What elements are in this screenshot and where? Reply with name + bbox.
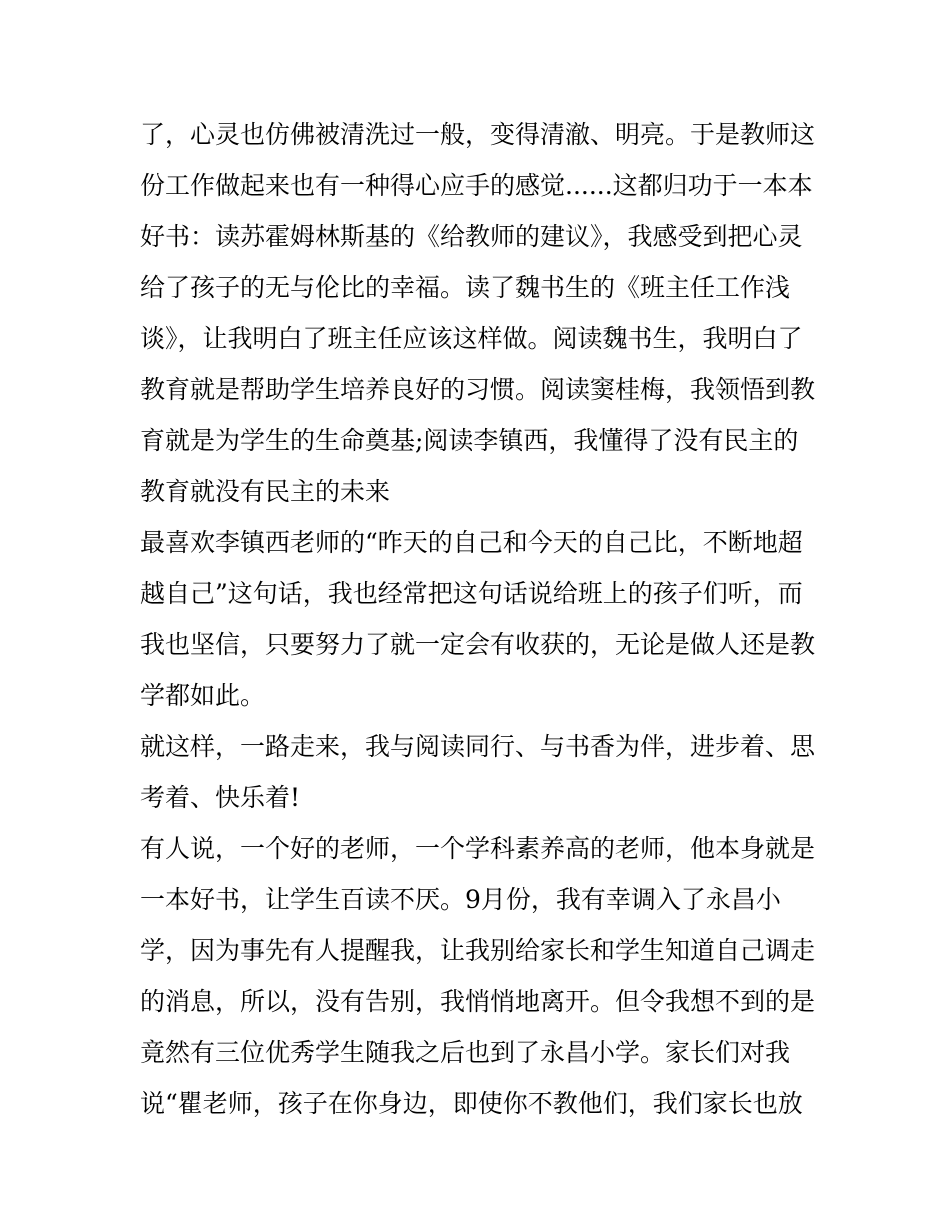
text-line: 一本好书，让学生百读不厌。9月份，我有幸调入了永昌小 [140, 885, 781, 914]
text-line: 了，心灵也仿佛被清洗过一般，变得清澈、明亮。于是教师这 [140, 120, 816, 149]
text-line: 学都如此。 [140, 681, 266, 710]
text-line: 有人说，一个好的老师，一个学科素养高的老师，他本身就是 [140, 834, 816, 863]
text-line: 考着、快乐着! [140, 783, 301, 812]
text-line: 教育就没有民主的未来 [140, 477, 391, 506]
text-line: 竟然有三位优秀学生随我之后也到了永昌小学。家长们对我 [140, 1038, 791, 1067]
document-body [140, 109, 820, 1129]
text-line: 越自己”这句话，我也经常把这句话说给班上的孩子们听，而 [140, 579, 803, 608]
text-line: 就这样，一路走来，我与阅读同行、与书香为伴，进步着、思 [140, 732, 816, 761]
text-line: 份工作做起来也有一种得心应手的感觉......这都归功于一本本 [140, 171, 813, 200]
text-line: 的消息，所以，没有告别，我悄悄地离开。但令我想不到的是 [140, 987, 816, 1016]
text-line: 谈》，让我明白了班主任应该这样做。阅读魏书生，我明白了 [140, 324, 803, 353]
text-line: 育就是为学生的生命奠基;阅读李镇西，我懂得了没有民主的 [140, 426, 799, 455]
text-line: 我也坚信，只要努力了就一定会有收获的，无论是做人还是教 [140, 630, 816, 659]
text-line: 教育就是帮助学生培养良好的习惯。阅读窦桂梅，我领悟到教 [140, 375, 816, 404]
text-line: 给了孩子的无与伦比的幸福。读了魏书生的《班主任工作浅 [140, 273, 791, 302]
text-line: 最喜欢李镇西老师的“昨天的自己和今天的自己比，不断地超 [140, 528, 803, 557]
text-line: 学，因为事先有人提醒我，让我别给家长和学生知道自己调走 [140, 936, 816, 965]
text-line: 说“瞿老师，孩子在你身边，即使你不教他们，我们家长也放 [140, 1089, 803, 1118]
text-line: 好书：读苏霍姆林斯基的《给教师的建议》，我感受到把心灵 [140, 222, 803, 251]
